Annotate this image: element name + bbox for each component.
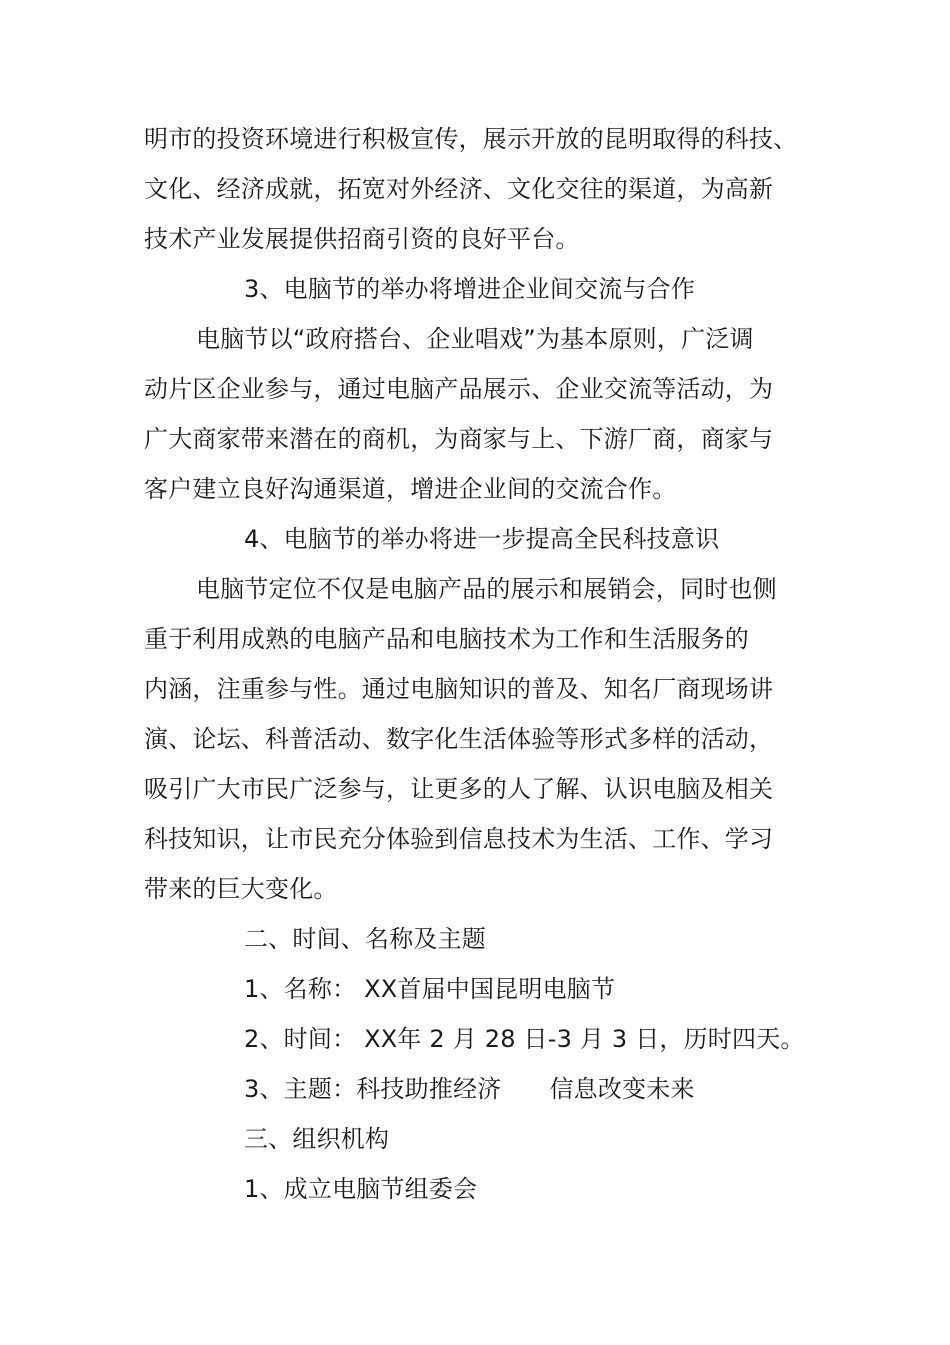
paragraph-line: 技术产业发展提供招商引资的良好平台。: [144, 225, 580, 253]
paragraph-line: 演、论坛、科普活动、数字化生活体验等形式多样的活动，: [144, 725, 774, 753]
paragraph-line: 明市的投资环境进行积极宣传，展示开放的昆明取得的科技、: [144, 125, 798, 153]
section-heading-organization: 三、组织机构: [244, 1125, 390, 1153]
paragraph-line: 动片区企业参与，通过电脑产品展示、企业交流等活动，为: [144, 375, 774, 403]
paragraph-line: 电脑节以“政府搭台、企业唱戏”为基本原则，广泛调: [196, 325, 754, 353]
section-heading-4: 4、电脑节的举办将进一步提高全民科技意识: [244, 525, 720, 553]
item-committee: 1、成立电脑节组委会: [244, 1175, 478, 1203]
item-name: 1、名称： XX首届中国昆明电脑节: [244, 975, 616, 1003]
section-heading-time-name-theme: 二、时间、名称及主题: [244, 925, 486, 953]
paragraph-line: 客户建立良好沟通渠道，增进企业间的交流合作。: [144, 475, 677, 503]
paragraph-line: 文化、经济成就，拓宽对外经济、文化交往的渠道，为高新: [144, 175, 774, 203]
paragraph-line: 广大商家带来潜在的商机，为商家与上、下游厂商，商家与: [144, 425, 774, 453]
item-theme: [244, 1074, 695, 1104]
paragraph-line: 带来的巨大变化。: [144, 875, 338, 903]
paragraph-line: 吸引广大市民广泛参与，让更多的人了解、认识电脑及相关: [144, 775, 774, 803]
item-time: 2、时间： XX年 2 月 28 日-3 月 3 日，历时四天。: [244, 1025, 805, 1053]
paragraph-line: 内涵，注重参与性。通过电脑知识的普及、知名厂商现场讲: [144, 675, 774, 703]
paragraph-line: 科技知识，让市民充分体验到信息技术为生活、工作、学习: [144, 825, 774, 853]
theme-first-part: 3、主题：科技助推经济: [244, 1075, 502, 1103]
section-heading-3: 3、电脑节的举办将增进企业间交流与合作: [244, 275, 696, 303]
paragraph-line: 电脑节定位不仅是电脑产品的展示和展销会，同时也侧: [196, 575, 777, 603]
theme-second-part: 信息改变未来: [549, 1075, 695, 1103]
paragraph-line: 重于利用成熟的电脑产品和电脑技术为工作和生活服务的: [144, 625, 749, 653]
